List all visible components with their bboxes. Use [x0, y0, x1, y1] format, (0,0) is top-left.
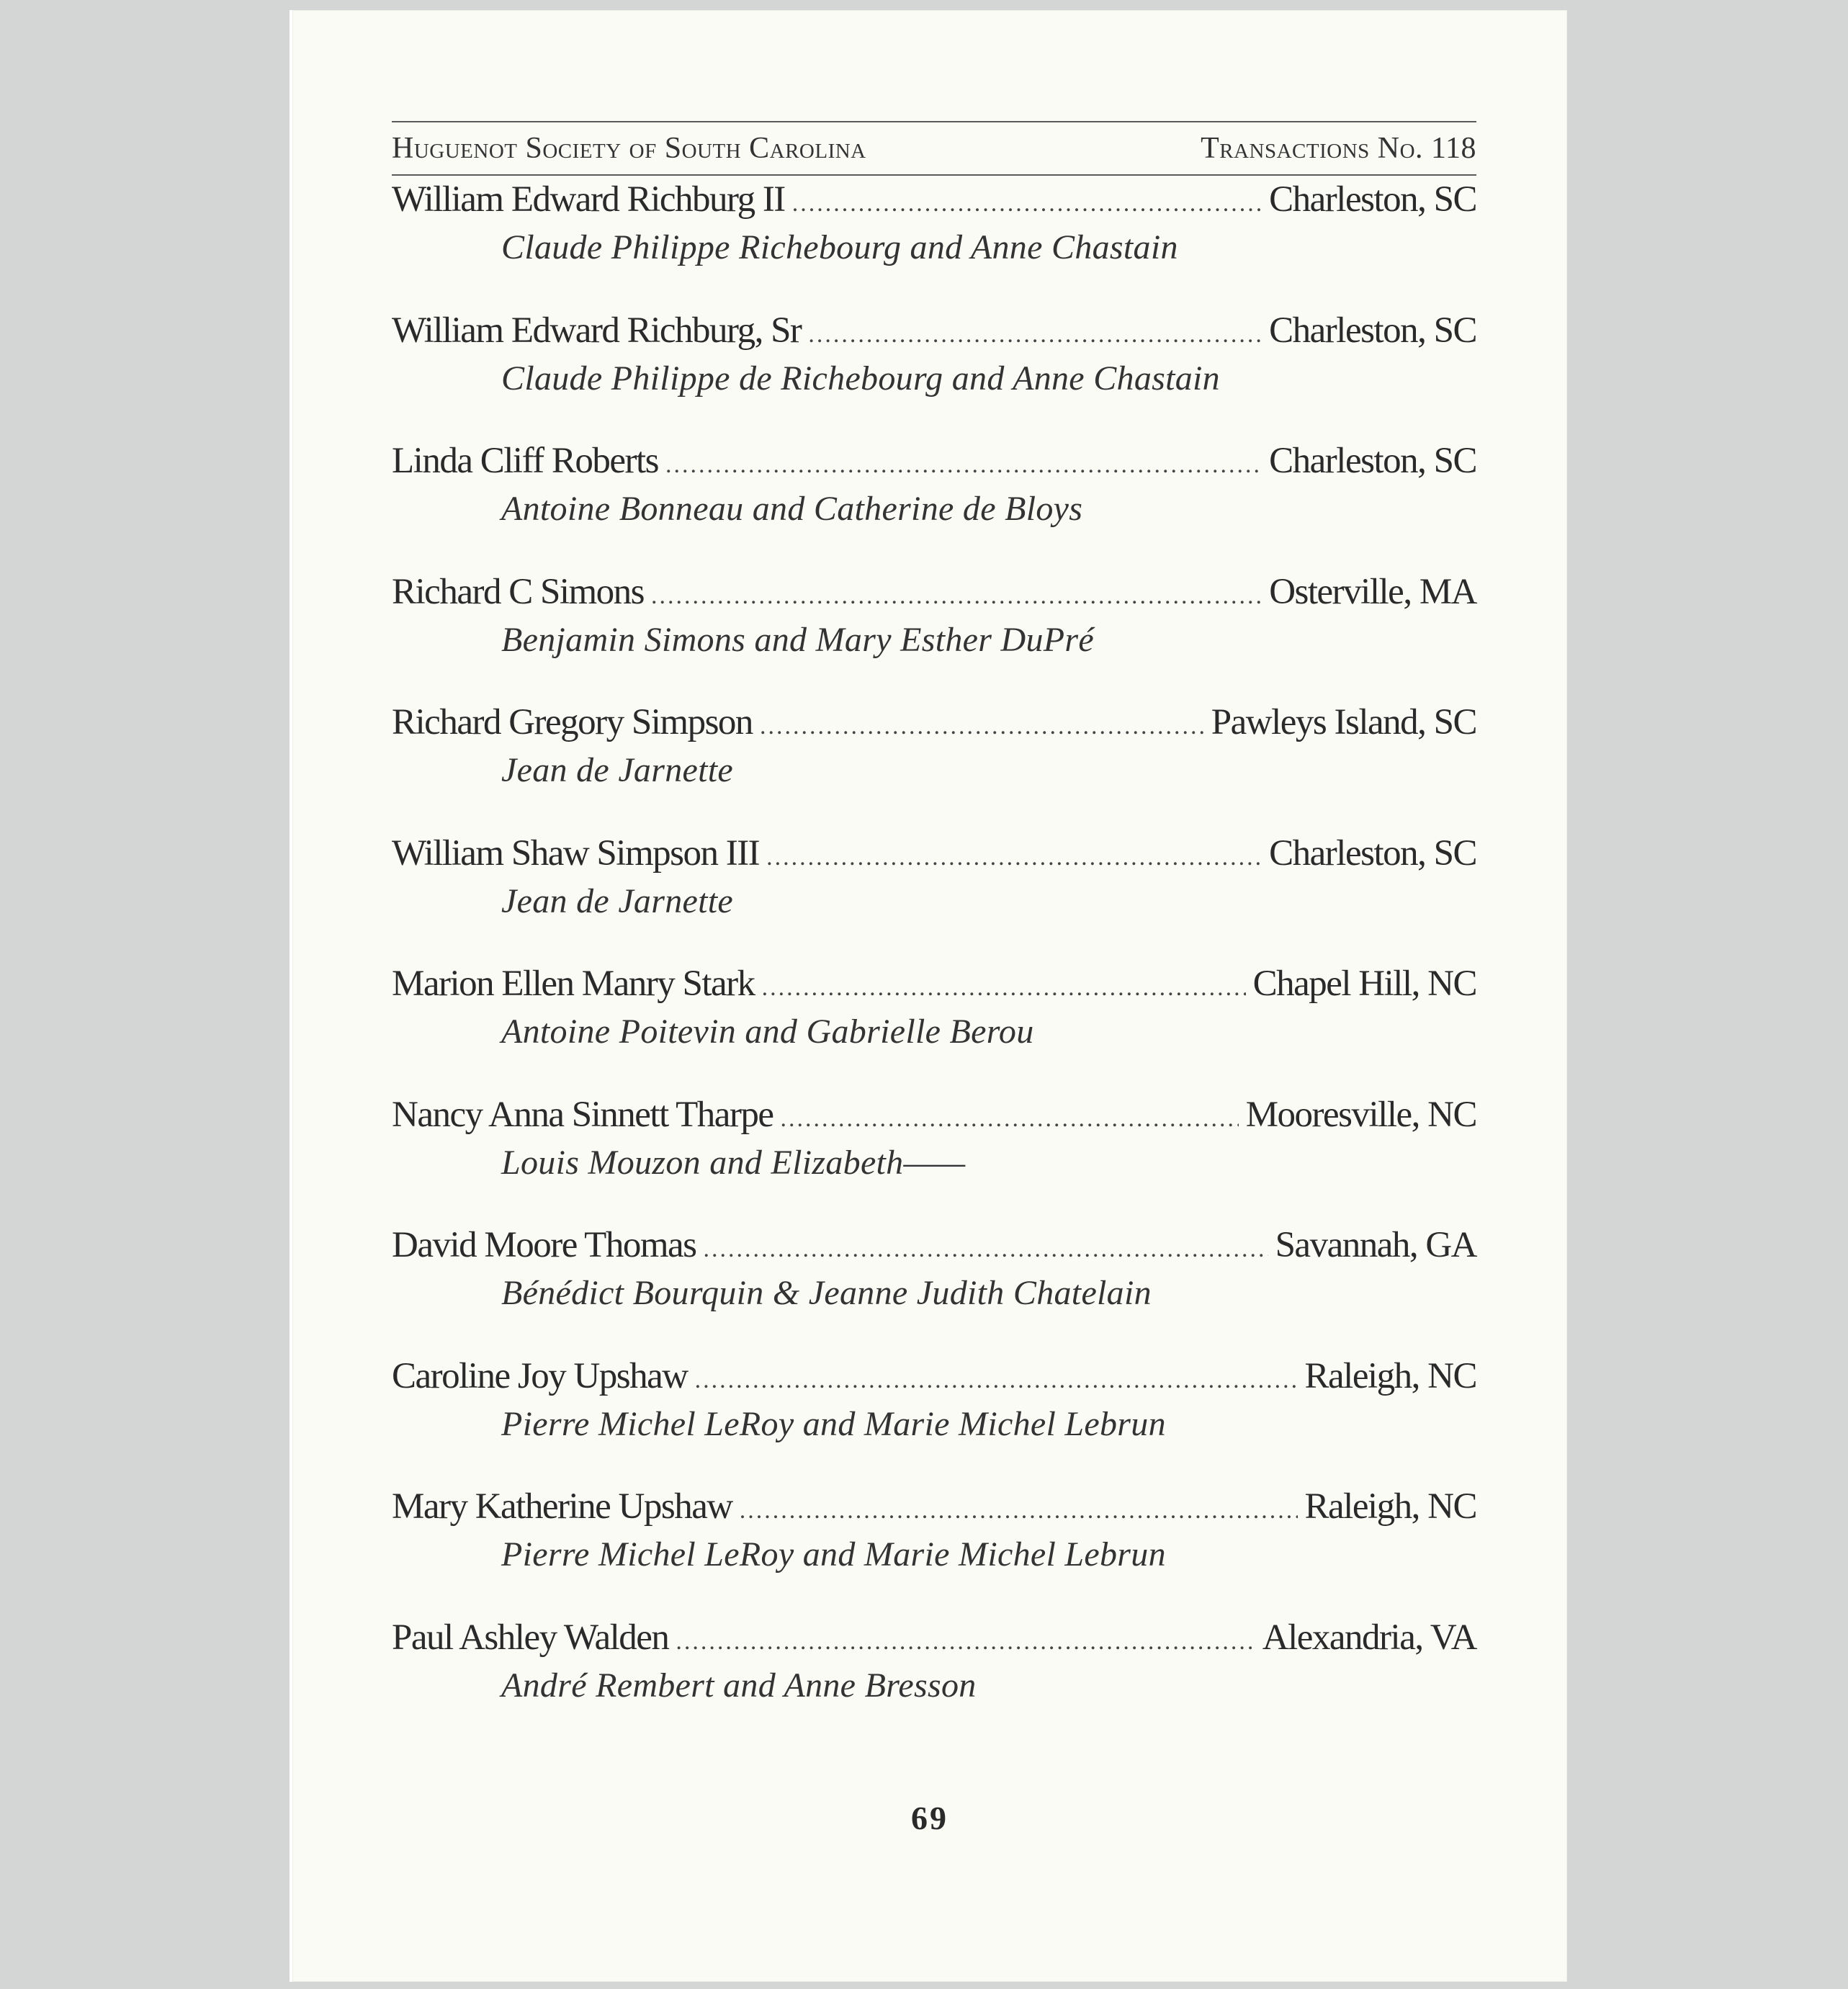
member-ancestors: Bénédict Bourquin & Jeanne Judith Chatelain — [501, 1274, 1152, 1312]
member-name: William Edward Richburg II — [392, 179, 785, 220]
member-entry — [392, 960, 1476, 1091]
dot-leader — [792, 180, 1262, 228]
dot-leader — [704, 1226, 1268, 1273]
member-ancestors: Louis Mouzon and Elizabeth—— — [501, 1143, 966, 1182]
member-entry — [392, 1221, 1476, 1352]
member-location: Mooresville, NC — [1245, 1094, 1476, 1135]
member-name: David Moore Thomas — [392, 1225, 696, 1265]
member-location: Charleston, SC — [1269, 310, 1476, 351]
member-ancestors: Claude Philippe Richebourg and Anne Chastain — [501, 228, 1178, 266]
page-number: 69 — [911, 1800, 948, 1836]
header-society-name: Huguenot Society of South Carolina — [392, 132, 866, 165]
member-location: Pawleys Island, SC — [1211, 702, 1476, 742]
member-entry — [392, 176, 1476, 307]
dot-leader — [651, 573, 1262, 620]
member-entry — [392, 568, 1476, 699]
dot-leader — [781, 1095, 1239, 1143]
member-name: Richard C Simons — [392, 571, 645, 612]
dot-leader — [766, 834, 1262, 881]
member-entry — [392, 1614, 1476, 1745]
document-page — [290, 10, 1567, 1982]
member-list — [392, 176, 1476, 1744]
dot-leader — [695, 1357, 1298, 1404]
member-location: Charleston, SC — [1269, 832, 1476, 874]
member-name: Caroline Joy Upshaw — [392, 1355, 688, 1396]
dot-leader — [665, 441, 1262, 489]
header-transactions-number: Transactions No. 118 — [1201, 132, 1476, 165]
member-entry — [392, 307, 1476, 438]
member-name: William Shaw Simpson III — [392, 832, 760, 874]
member-entry — [392, 1483, 1476, 1614]
member-ancestors: Antoine Poitevin and Gabrielle Berou — [501, 1013, 1034, 1051]
member-entry — [392, 699, 1476, 830]
member-ancestors: Pierre Michel LeRoy and Marie Michel Lebrun — [501, 1535, 1166, 1573]
member-name: William Edward Richburg, Sr — [392, 310, 802, 351]
member-name: Mary Katherine Upshaw — [392, 1486, 732, 1527]
member-ancestors: Benjamin Simons and Mary Esther DuPré — [501, 620, 1094, 659]
member-name: Paul Ashley Walden — [392, 1617, 669, 1658]
dot-leader — [676, 1618, 1255, 1666]
member-location: Alexandria, VA — [1262, 1617, 1476, 1658]
member-ancestors: Pierre Michel LeRoy and Marie Michel Lebrun — [501, 1404, 1166, 1443]
member-ancestors: Jean de Jarnette — [501, 881, 733, 920]
dot-leader — [808, 311, 1262, 359]
member-location: Chapel Hill, NC — [1252, 964, 1476, 1004]
running-header — [392, 121, 1476, 176]
member-location: Savannah, GA — [1275, 1225, 1476, 1265]
member-entry — [392, 1352, 1476, 1483]
member-location: Osterville, MA — [1269, 571, 1476, 612]
member-entry — [392, 437, 1476, 568]
member-entry — [392, 1091, 1476, 1222]
member-ancestors: Antoine Bonneau and Catherine de Bloys — [501, 490, 1083, 528]
member-entry — [392, 830, 1476, 961]
member-name: Richard Gregory Simpson — [392, 702, 753, 742]
member-ancestors: André Rembert and Anne Bresson — [501, 1666, 977, 1705]
member-location: Charleston, SC — [1269, 441, 1476, 481]
member-name: Marion Ellen Manry Stark — [392, 964, 755, 1004]
member-location: Raleigh, NC — [1304, 1355, 1476, 1396]
dot-leader — [762, 964, 1246, 1012]
member-ancestors: Jean de Jarnette — [501, 751, 733, 789]
dot-leader — [760, 703, 1204, 750]
member-name: Nancy Anna Sinnett Tharpe — [392, 1094, 773, 1135]
member-location: Raleigh, NC — [1304, 1486, 1476, 1527]
member-ancestors: Claude Philippe de Richebourg and Anne Chastain — [501, 359, 1220, 398]
member-location: Charleston, SC — [1269, 179, 1476, 220]
member-name: Linda Cliff Roberts — [392, 441, 659, 481]
dot-leader — [740, 1487, 1298, 1535]
